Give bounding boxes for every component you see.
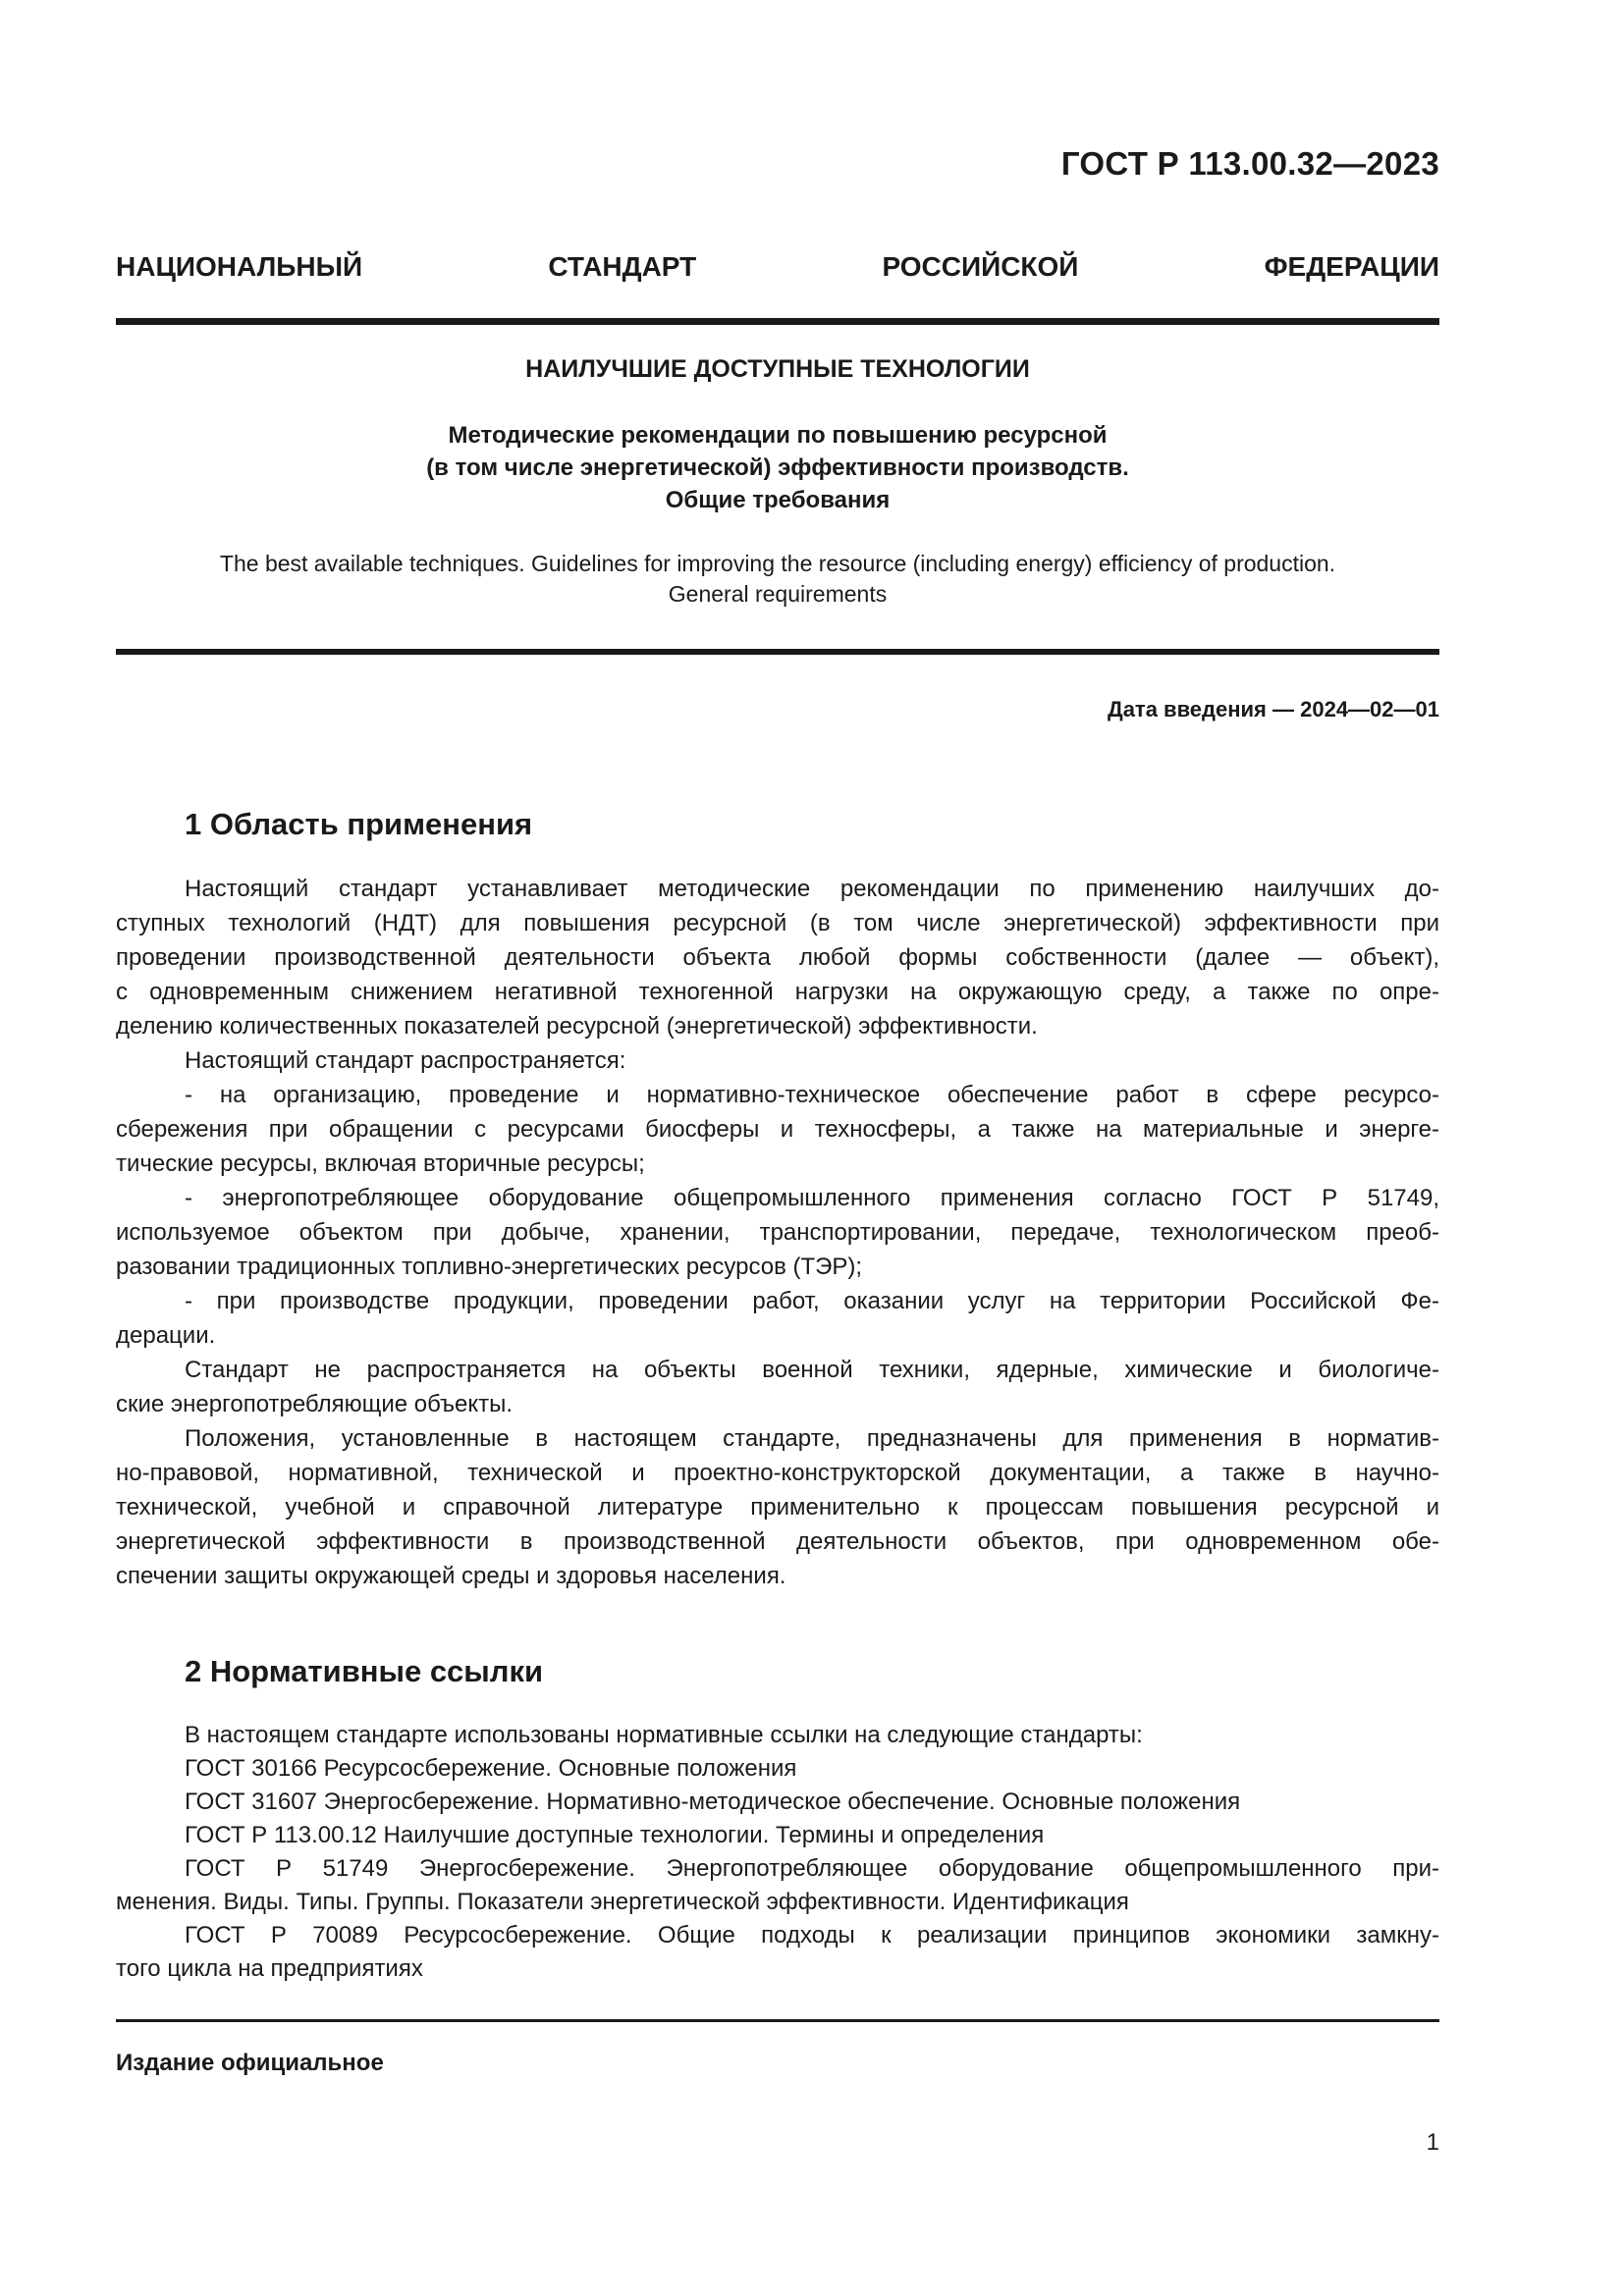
paragraph-line: энергетической эффективности в производственной деятельности объектов, при одновременном обе- [116,1528,1439,1555]
list-item-line: - на организацию, проведение и нормативно-техническое обеспечение работ в сфере ресурсо- [185,1082,1439,1108]
edition-note: Издание официальное [116,2050,384,2076]
reference-line: ГОСТ 31607 Энергосбережение. Нормативно-методическое обеспечение. Основные положения [185,1789,1241,1815]
list-item-line: дерации. [116,1322,216,1349]
section-2-heading: 2 Нормативные ссылки [185,1654,544,1688]
paragraph-line: делению количественных показателей ресурсной (энергетической) эффективности. [116,1013,1038,1040]
list-item-line: разовании традиционных топливно-энергетических ресурсов (ТЭР); [116,1254,863,1280]
paragraph-line: но-правовой, нормативной, технической и проектно-конструкторской документации, а также в научно- [116,1460,1439,1486]
reference-line: ГОСТ Р 51749 Энергосбережение. Энергопотребляющее оборудование общепромышленного при- [185,1855,1439,1882]
reference-line: ГОСТ Р 70089 Ресурсосбережение. Общие подходы к реализации принципов экономики замкну- [185,1922,1439,1949]
reference-line: менения. Виды. Типы. Группы. Показатели энергетической эффективности. Идентификация [116,1889,1129,1915]
paragraph-line: В настоящем стандарте использованы нормативные ссылки на следующие стандарты: [185,1722,1143,1748]
subtitle-ru-line: Общие требования [665,487,891,513]
paragraph-line: Стандарт не распространяется на объекты военной техники, ядерные, химические и биологиче- [185,1357,1439,1383]
introduction-date: Дата введения — 2024—02—01 [1108,697,1439,721]
section-1-heading: 1 Область применения [185,807,533,841]
national-standard-title: НАЦИОНАЛЬНЫЙ СТАНДАРТ РОССИЙСКОЙ ФЕДЕРАЦИИ [116,251,1439,282]
reference-line: ГОСТ 30166 Ресурсосбережение. Основные положения [185,1755,797,1782]
list-item-line: тические ресурсы, включая вторичные ресурсы; [116,1150,645,1177]
subtitle-en-line: The best available techniques. Guidelines for improving the resource (including energy) efficiency of production. [219,551,1336,576]
footer-rule [116,2019,1439,2022]
top-rule [116,318,1439,325]
paragraph-line: проведении производственной деятельности объекта любой формы собственности (далее — объект), [116,944,1439,971]
document-code: ГОСТ Р 113.00.32—2023 [1060,145,1439,182]
paragraph-line: ступных технологий (НДТ) для повышения ресурсной (в том числе энергетической) эффективности при [116,910,1439,936]
paragraph-line: технической, учебной и справочной литературе применительно к процессам повышения ресурсной и [116,1494,1439,1521]
list-item-line: - энергопотребляющее оборудование общепромышленного применения согласно ГОСТ Р 51749, [185,1185,1439,1211]
list-item-line: - при производстве продукции, проведении работ, оказании услуг на территории Российской Фе- [185,1288,1439,1314]
paragraph-line: ские энергопотребляющие объекты. [116,1391,514,1417]
document-main-title: НАИЛУЧШИЕ ДОСТУПНЫЕ ТЕХНОЛОГИИ [525,355,1030,383]
list-item-line: сбережения при обращении с ресурсами биосферы и техносферы, а также на материальные и энерге- [116,1116,1439,1143]
subtitle-ru-line: Методические рекомендации по повышению ресурсной [448,422,1108,449]
list-item-line: используемое объектом при добыче, хранении, транспортировании, передаче, технологическом преоб- [116,1219,1439,1246]
subtitle-en-line: General requirements [668,581,888,607]
paragraph-line: спечении защиты окружающей среды и здоровья населения. [116,1563,786,1589]
document-subtitle-ru [116,419,1439,516]
paragraph-line: Положения, установленные в настоящем стандарте, предназначены для применения в норматив- [185,1425,1439,1452]
reference-line: ГОСТ Р 113.00.12 Наилучшие доступные технологии. Термины и определения [185,1822,1045,1848]
paragraph-line: с одновременным снижением негативной техногенной нагрузки на окружающую среду, а также по опре- [116,979,1439,1005]
title-bottom-rule [116,649,1439,655]
paragraph-line: Настоящий стандарт распространяется: [185,1047,626,1074]
document-subtitle-en [116,549,1439,610]
page-number: 1 [1426,2129,1439,2156]
reference-line: того цикла на предприятиях [116,1955,423,1982]
subtitle-ru-line: (в том числе энергетической) эффективности производств. [426,454,1129,481]
paragraph-line: Настоящий стандарт устанавливает методические рекомендации по применению наилучших до- [185,876,1439,902]
